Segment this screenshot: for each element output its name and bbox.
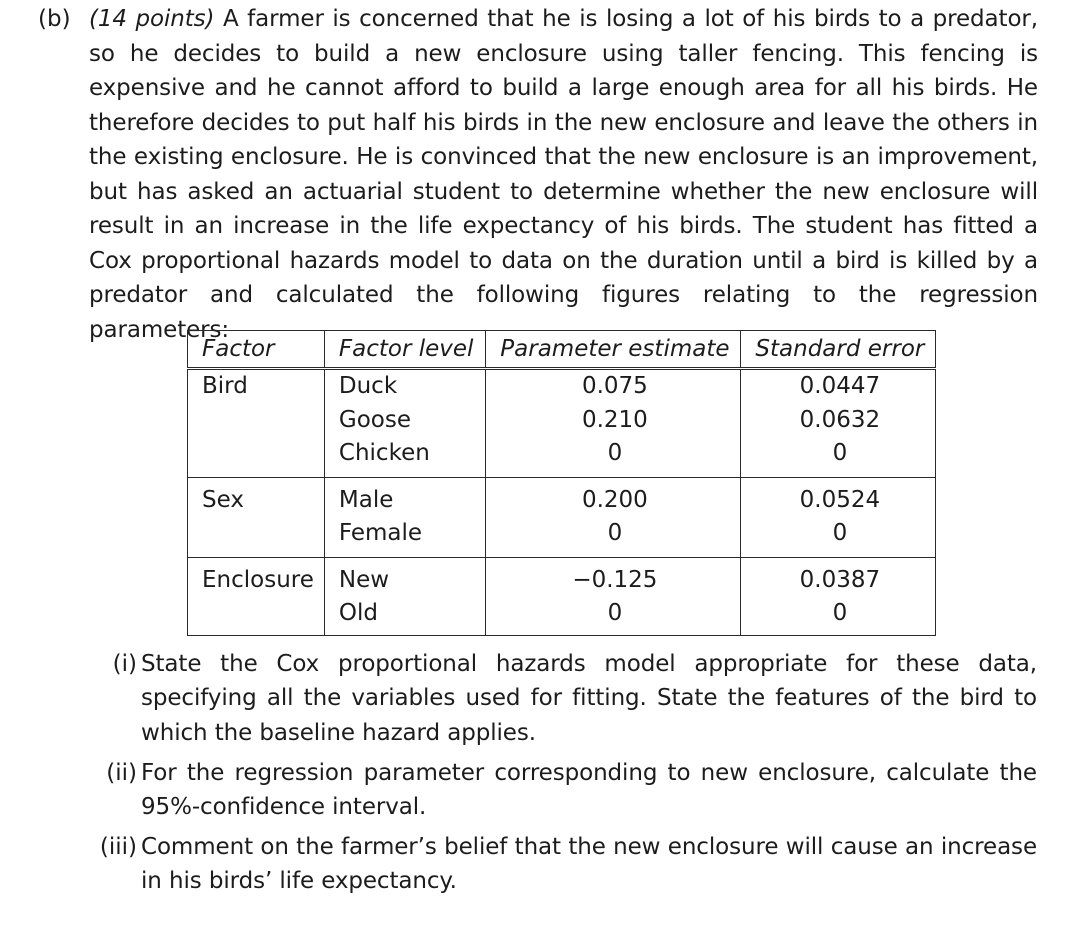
level-new: New <box>338 566 390 593</box>
estimate-duck: 0.075 <box>581 373 648 399</box>
question-points: (14 points) <box>89 6 215 32</box>
subquestion-text: For the regression parameter corresponding to new enclosure, calculate the 95%-confidence interval. <box>141 760 1037 821</box>
factor-cell <box>188 369 325 478</box>
factor-name: Sex <box>202 486 244 513</box>
error-new: 0.0387 <box>799 566 881 593</box>
factor-cell <box>188 477 325 557</box>
level-chicken: Chicken <box>338 440 430 466</box>
error-cell <box>740 477 935 557</box>
subquestion-marker: (i) <box>112 651 137 677</box>
table-header-row <box>188 331 936 369</box>
factor-name: Enclosure <box>202 566 314 593</box>
regression-table-container <box>187 330 936 636</box>
estimate-old: 0 <box>607 600 623 626</box>
estimate-goose: 0.210 <box>581 406 648 433</box>
question-marker: (b) <box>38 6 71 32</box>
question-body <box>89 2 1038 347</box>
header-parameter-estimate: Parameter estimate <box>485 331 740 369</box>
factor-name: Bird <box>202 373 248 399</box>
regression-parameters-table <box>187 330 936 636</box>
estimate-chicken: 0 <box>607 440 623 466</box>
level-female: Female <box>338 520 423 546</box>
estimate-cell <box>485 369 740 478</box>
error-male: 0.0524 <box>799 486 881 513</box>
estimate-new: −0.125 <box>572 566 658 593</box>
error-female: 0 <box>832 520 848 546</box>
error-duck: 0.0447 <box>799 373 881 399</box>
estimate-cell <box>485 477 740 557</box>
level-goose: Goose <box>338 406 411 433</box>
header-standard-error: Standard error <box>740 331 935 369</box>
estimate-male: 0.200 <box>581 486 648 513</box>
error-chicken: 0 <box>832 440 848 466</box>
question-text: A farmer is concerned that he is losing a lot of his birds to a predator, so he decides to build a new enclosure using taller fencing. This fencing is expensive and he cannot afford to build a large enough area for all his birds. He therefore decides to put half his birds in the new enclosure and leave the others in the existing enclosure. He is convinced that the new enclosure is an improvement, but has asked an actuarial student to determine whether the new enclosure will result in an increase in the life expectancy of his birds. The student has fitted a Cox proportional hazards model to data on the duration until a bird is killed by a predator and calculated the following figures relating to the regression parameters: <box>89 6 1038 343</box>
error-cell <box>740 557 935 635</box>
level-cell <box>324 477 485 557</box>
level-cell <box>324 557 485 635</box>
estimate-cell <box>485 557 740 635</box>
factor-cell <box>188 557 325 635</box>
subquestion-text: Comment on the farmer’s belief that the new enclosure will cause an increase in his birds’ life expectancy. <box>141 834 1037 895</box>
level-old: Old <box>338 600 378 626</box>
error-old: 0 <box>832 600 848 626</box>
table-row-sex <box>188 477 936 557</box>
level-duck: Duck <box>338 373 398 399</box>
error-goose: 0.0632 <box>799 406 881 433</box>
header-factor: Factor <box>188 331 325 369</box>
subquestion-text: State the Cox proportional hazards model appropriate for these data, specifying all the variables used for fitting. State the features of the bird to which the baseline hazard applies. <box>141 651 1037 746</box>
subquestion-marker: (ii) <box>106 760 137 786</box>
table-row-bird <box>188 369 936 478</box>
level-male: Male <box>338 486 394 513</box>
header-factor-level: Factor level <box>324 331 485 369</box>
estimate-female: 0 <box>607 520 623 546</box>
level-cell <box>324 369 485 478</box>
table-row-enclosure <box>188 557 936 635</box>
subquestion-marker: (iii) <box>99 834 137 860</box>
error-cell <box>740 369 935 478</box>
